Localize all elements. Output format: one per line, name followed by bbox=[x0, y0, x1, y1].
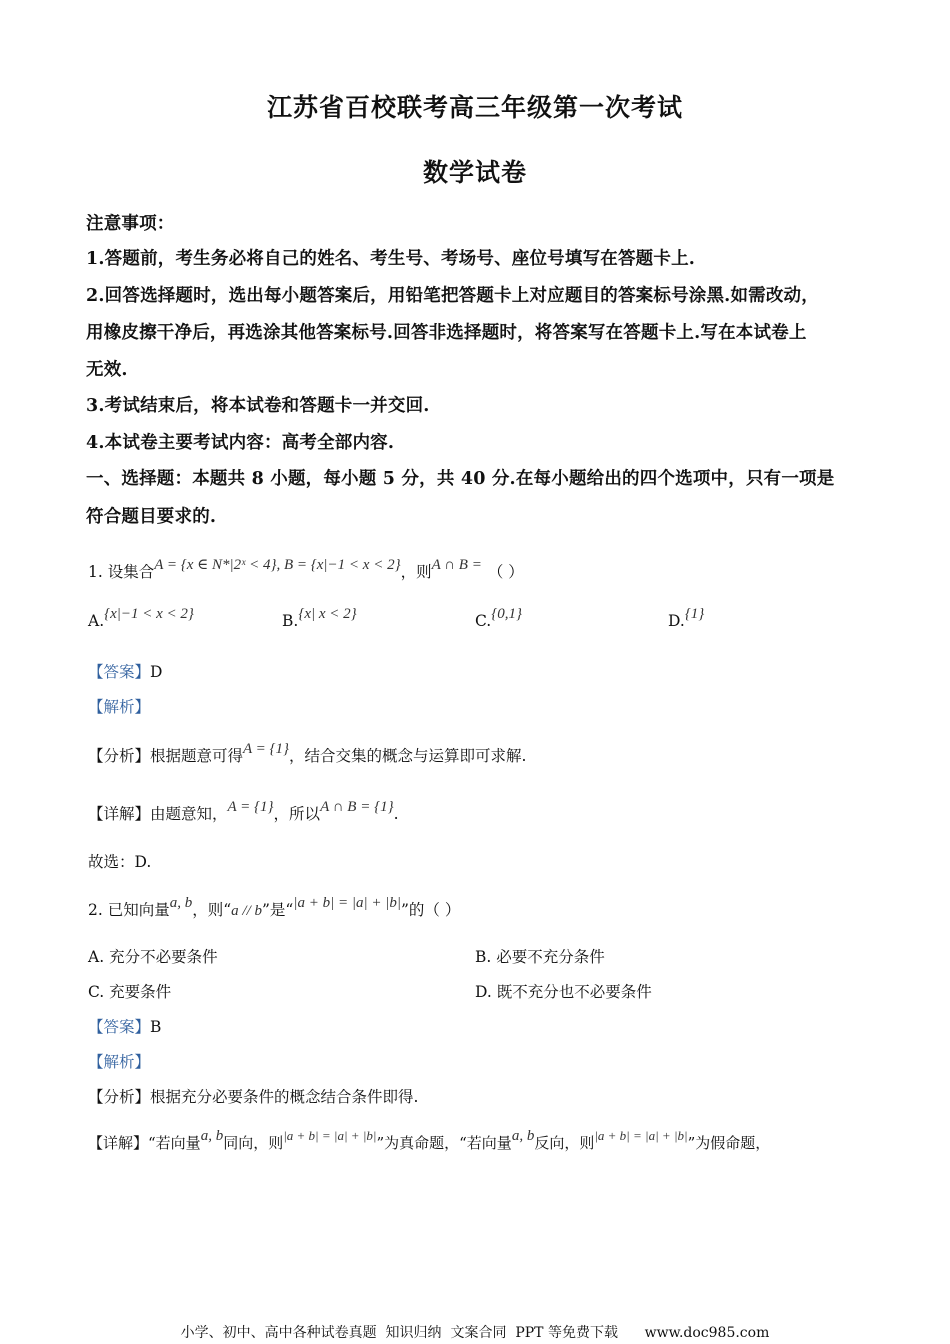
q1-option-b bbox=[282, 606, 357, 631]
q2-text: ”的（ ） bbox=[400, 901, 461, 919]
q1-fenxi bbox=[88, 741, 527, 766]
notice-item-3: 3.考试结束后，将本试卷和答题卡一并交回. bbox=[86, 396, 430, 416]
detail-tag: 【详解】 bbox=[88, 1134, 149, 1152]
detail-expression: A = {1} bbox=[227, 799, 274, 815]
q1-conclusion: 故选：D. bbox=[88, 853, 152, 871]
q1-set-expression: A = {x ∈ N*|2ˣ < 4}, B = {x|−1 < x < 2} bbox=[154, 557, 401, 573]
option-letter: A. bbox=[88, 948, 105, 966]
answer-tag: 【答案】 bbox=[88, 1018, 151, 1036]
option-text: 必要不充分条件 bbox=[496, 948, 605, 966]
option-text: 充分不必要条件 bbox=[109, 948, 218, 966]
q2-text: ”是“ bbox=[262, 901, 294, 919]
q1-intersection-expression: A ∩ B = bbox=[431, 557, 482, 573]
option-expression: {0,1} bbox=[491, 606, 522, 622]
notice-heading: 注意事项： bbox=[86, 214, 175, 234]
notice-item-2-line-2: 用橡皮擦干净后，再选涂其他答案标号.回答非选择题时，将答案写在答题卡上.写在本试卷上 bbox=[86, 323, 807, 343]
option-letter: B. bbox=[282, 612, 299, 630]
detail-text: ”为真命题，“若向量 bbox=[376, 1134, 512, 1152]
question-2-stem bbox=[88, 895, 461, 920]
notice-item-1: 1.答题前，考生务必将自己的姓名、考生号、考场号、座位号填写在答题卡上. bbox=[86, 249, 696, 269]
detail-text: 由题意知， bbox=[150, 805, 228, 823]
q2-option-d bbox=[475, 980, 652, 1002]
analysis-tag: 【解析】 bbox=[88, 698, 151, 716]
q2-parallel-expression: a // b bbox=[231, 903, 262, 919]
option-expression: {x|−1 < x < 2} bbox=[104, 606, 194, 622]
q2-option-b bbox=[475, 945, 605, 967]
q1-option-a bbox=[88, 606, 194, 631]
option-expression: {x| x < 2} bbox=[298, 606, 357, 622]
q1-mid: ，则 bbox=[400, 563, 432, 581]
detail-text: “若向量 bbox=[148, 1134, 201, 1152]
question-1-stem bbox=[88, 557, 524, 582]
exam-title: 江苏省百校联考高三年级第一次考试 bbox=[266, 93, 683, 122]
section-1-heading-line-1: 一、选择题：本题共 8 小题，每小题 5 分，共 40 分.在每小题给出的四个选项中，只有一项是 bbox=[86, 469, 835, 489]
q2-option-c bbox=[88, 980, 171, 1002]
notice-item-4: 4.本试卷主要考试内容：高考全部内容. bbox=[86, 433, 395, 453]
option-letter: C. bbox=[88, 983, 105, 1001]
detail-text: 同向，则 bbox=[223, 1134, 284, 1152]
q1-answer bbox=[88, 660, 162, 682]
answer-value: D bbox=[150, 663, 163, 681]
detail-text: . bbox=[393, 805, 399, 823]
option-text: 既不充分也不必要条件 bbox=[496, 983, 652, 1001]
detail-vectors: a, b bbox=[511, 1128, 535, 1144]
option-text: 充要条件 bbox=[109, 983, 172, 1001]
q1-detail bbox=[88, 799, 399, 824]
q2-fenxi bbox=[88, 1085, 418, 1107]
detail-expression: |a + b| = |a| + |b| bbox=[594, 1128, 688, 1143]
option-letter: D. bbox=[668, 612, 685, 630]
detail-vectors: a, b bbox=[200, 1128, 224, 1144]
section-1-heading-line-2: 符合题目要求的. bbox=[86, 507, 217, 527]
detail-text: 反向，则 bbox=[534, 1134, 595, 1152]
q1-prefix: 1. 设集合 bbox=[88, 563, 155, 581]
option-letter: A. bbox=[88, 612, 105, 630]
q2-vectors: a, b bbox=[169, 895, 193, 911]
q2-text: ，则“ bbox=[192, 901, 232, 919]
exam-subtitle: 数学试卷 bbox=[422, 158, 527, 187]
notice-item-2-line-1: 2.回答选择题时，选出每小题答案后，用铅笔把答题卡上对应题目的答案标号涂黑.如需改动， bbox=[86, 286, 819, 306]
q1-analysis-tag bbox=[88, 695, 150, 717]
detail-text: ”为假命题， bbox=[687, 1134, 771, 1152]
q2-option-a bbox=[88, 945, 218, 967]
notice-item-2-line-3: 无效. bbox=[86, 360, 128, 380]
fenxi-text: 根据充分必要条件的概念结合条件即得. bbox=[150, 1088, 419, 1106]
detail-tag: 【详解】 bbox=[88, 805, 151, 823]
q1-option-d bbox=[668, 606, 705, 631]
option-expression: {1} bbox=[684, 606, 705, 622]
fenxi-text: 根据题意可得 bbox=[150, 747, 244, 765]
analysis-tag: 【解析】 bbox=[88, 1053, 151, 1071]
q2-detail bbox=[88, 1128, 771, 1153]
detail-expression: |a + b| = |a| + |b| bbox=[283, 1128, 377, 1143]
answer-value: B bbox=[150, 1018, 162, 1036]
answer-tag: 【答案】 bbox=[88, 663, 151, 681]
q1-option-c bbox=[475, 606, 522, 631]
fenxi-tag: 【分析】 bbox=[88, 1088, 151, 1106]
q2-answer bbox=[88, 1015, 161, 1037]
fenxi-tag: 【分析】 bbox=[88, 747, 151, 765]
option-letter: B. bbox=[475, 948, 492, 966]
detail-expression: A ∩ B = {1} bbox=[320, 799, 394, 815]
q2-analysis-tag bbox=[88, 1050, 150, 1072]
q1-blank: （ ） bbox=[487, 563, 524, 581]
option-letter: C. bbox=[475, 612, 492, 630]
detail-text: ，所以 bbox=[273, 805, 321, 823]
q2-norm-expression: |a + b| = |a| + |b| bbox=[293, 895, 401, 911]
q2-prefix: 2. 已知向量 bbox=[88, 901, 170, 919]
option-letter: D. bbox=[475, 983, 492, 1001]
page-footer: 小学、初中、高中各种试卷真题 知识归纳 文案合同 PPT 等免费下载 www.doc985.com bbox=[180, 1325, 770, 1341]
fenxi-text: ，结合交集的概念与运算即可求解. bbox=[289, 747, 527, 765]
fenxi-expression: A = {1} bbox=[243, 741, 290, 757]
